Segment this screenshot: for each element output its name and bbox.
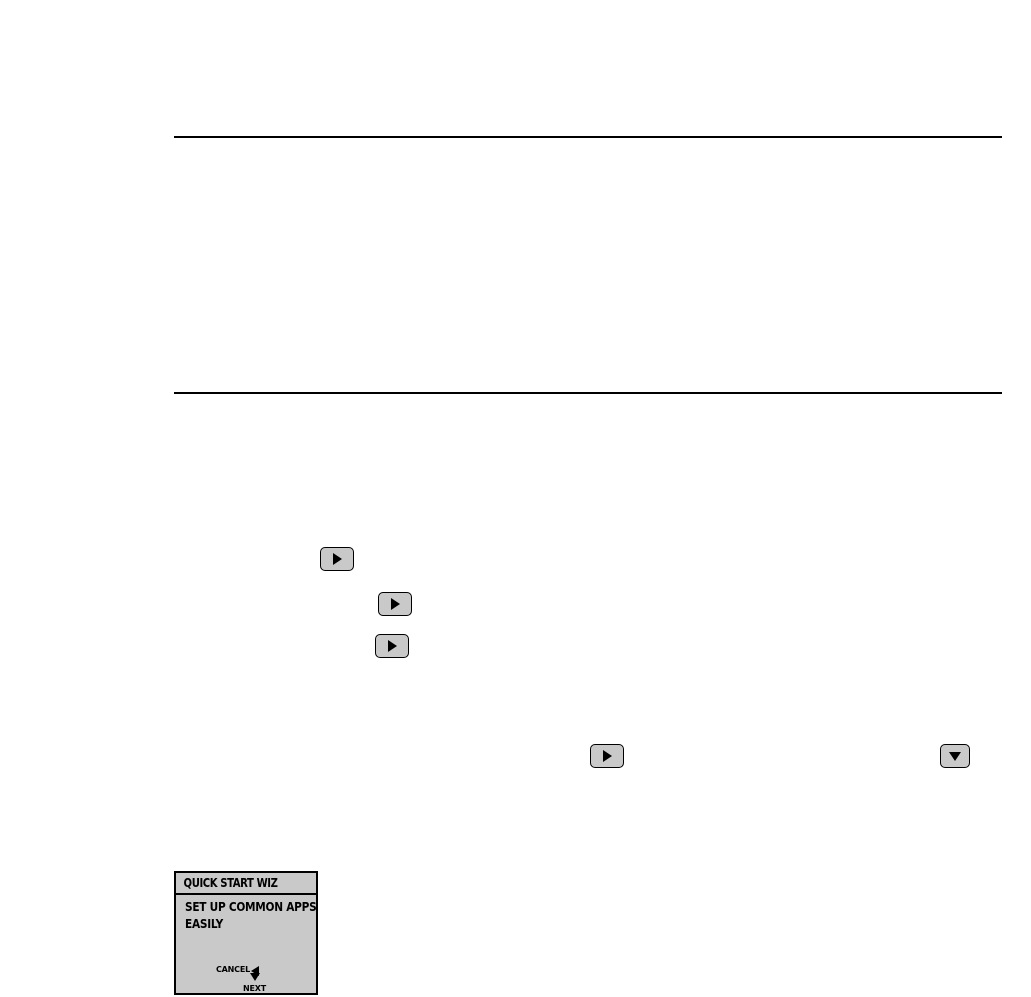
down-arrow-icon [250, 973, 260, 981]
right-arrow-icon [333, 553, 342, 565]
lcd-softkey-cancel-label: CANCEL [216, 965, 250, 974]
top-divider-rule [174, 136, 1002, 138]
lcd-line-2: EASILY [185, 917, 224, 931]
right-arrow-key-3 [375, 634, 409, 658]
right-arrow-icon [391, 598, 400, 610]
lcd-display-figure [174, 871, 318, 995]
lcd-title-text: QUICK START WIZ [183, 876, 278, 890]
lcd-softkey-area [176, 965, 316, 997]
bottom-divider-rule [174, 392, 1002, 394]
lcd-title-bar [176, 873, 316, 895]
right-arrow-icon [603, 750, 612, 762]
right-arrow-icon [388, 640, 397, 652]
down-arrow-key-1 [940, 744, 970, 768]
right-arrow-key-2 [378, 592, 412, 616]
right-arrow-key-1 [320, 547, 354, 571]
down-arrow-icon [949, 752, 961, 761]
lcd-body-text [185, 899, 317, 933]
lcd-softkey-next-label: NEXT [243, 984, 266, 993]
lcd-line-1: SET UP COMMON APPS [185, 900, 317, 914]
right-arrow-key-4 [590, 744, 624, 768]
